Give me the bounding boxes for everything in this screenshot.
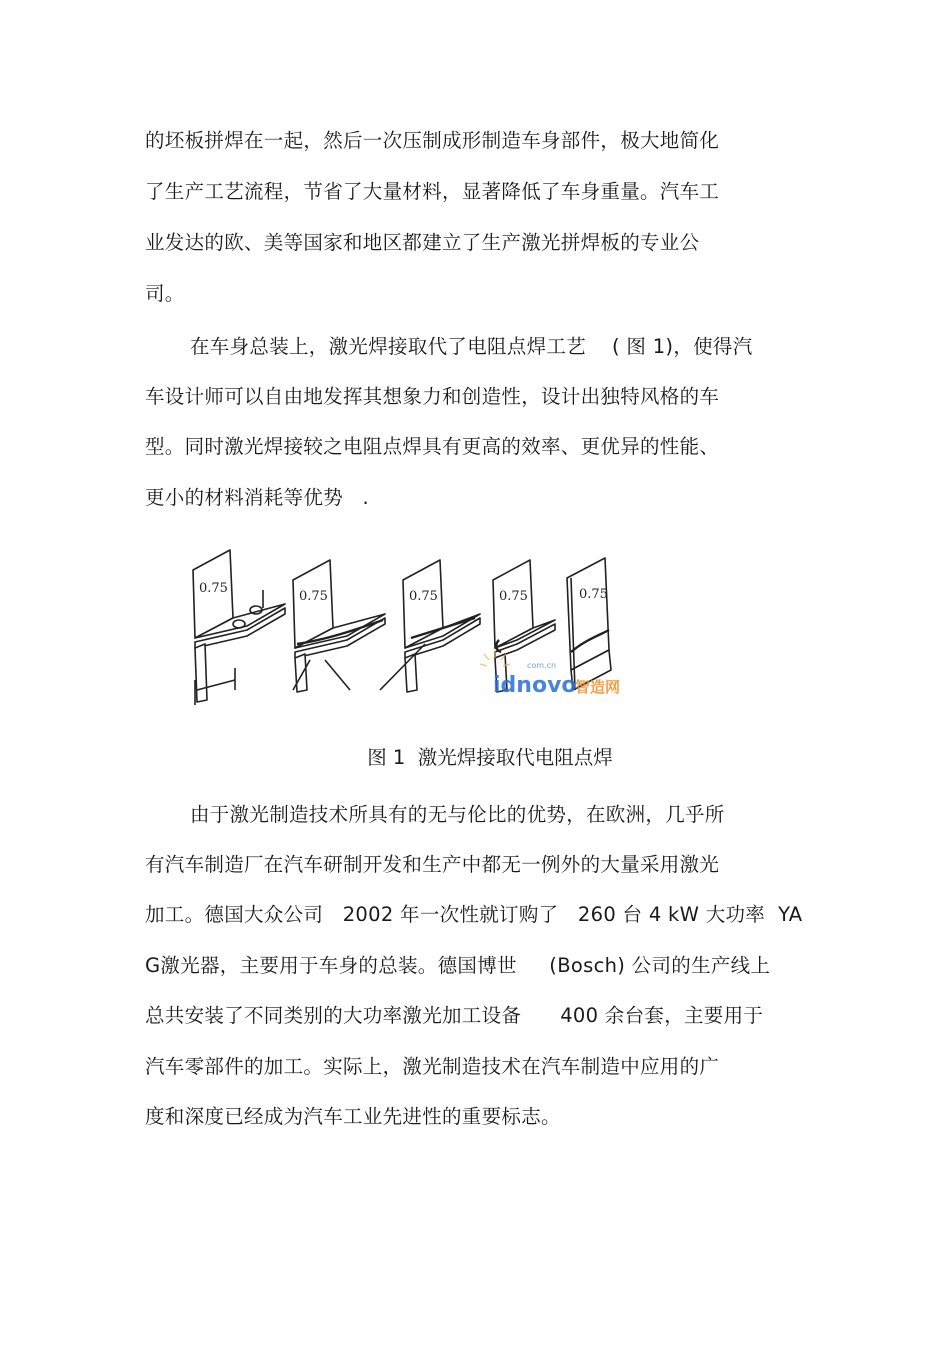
thickness-label: 0.75 (409, 589, 438, 604)
watermark-brand: idnovo (493, 673, 577, 698)
paragraph-line: 度和深度已经成为汽车工业先进性的重要标志。 (145, 1105, 561, 1128)
joint-spot-weld (193, 550, 285, 705)
paragraph-line: 车设计师可以自由地发挥其想象力和创造性，设计出独特风格的车 (145, 385, 720, 408)
joint-laser-overlap (380, 560, 480, 692)
paragraph-line: 在车身总装上，激光焊接取代了电阻点焊工艺 ( 图 1)，使得汽 (190, 335, 753, 358)
paragraph-line: 加工。德国大众公司 2002 年一次性就订购了 260 台 4 kW 大功率 YA (145, 903, 803, 926)
paragraph-line: 总共安装了不同类别的大功率激光加工设备 400 余台套，主要用于 (145, 1004, 764, 1027)
figure-caption: 图 1 激光焊接取代电阻点焊 (367, 746, 613, 769)
paragraph-line: 汽车零部件的加工。实际上，激光制造技术在汽车制造中应用的广 (145, 1055, 720, 1078)
paragraph-line: G激光器，主要用于车身的总装。德国博世 (Bosch) 公司的生产线上 (145, 954, 771, 977)
paragraph-line: 业发达的欧、美等国家和地区都建立了生产激光拼焊板的专业公 (145, 231, 700, 254)
watermark-domain: com.cn (527, 661, 557, 670)
paragraph-line: 更小的材料消耗等优势 . (145, 486, 369, 509)
figure-weld-joints (175, 540, 655, 710)
thickness-label: 0.75 (499, 589, 528, 604)
joint-laser-butt (567, 558, 611, 690)
watermark-cn: 智造网 (575, 678, 621, 696)
thickness-label: 0.75 (199, 581, 228, 596)
paragraph-line: 型。同时激光焊接较之电阻点焊具有更高的效率、更优异的性能、 (145, 435, 720, 458)
paragraph-line: 的坯板拼焊在一起，然后一次压制成形制造车身部件，极大地简化 (145, 129, 720, 152)
paragraph-line: 司。 (145, 282, 185, 305)
thickness-label: 0.75 (579, 587, 608, 602)
paragraph-line: 了生产工艺流程，节省了大量材料，显著降低了车身重量。汽车工 (145, 180, 720, 203)
joint-laser-fillet (293, 560, 385, 692)
paragraph-line: 有汽车制造厂在汽车研制开发和生产中都无一例外的大量采用激光 (145, 853, 720, 876)
thickness-label: 0.75 (299, 589, 328, 604)
weld-joints-drawing (175, 540, 655, 710)
paragraph-line: 由于激光制造技术所具有的无与伦比的优势，在欧洲，几乎所 (190, 803, 725, 826)
